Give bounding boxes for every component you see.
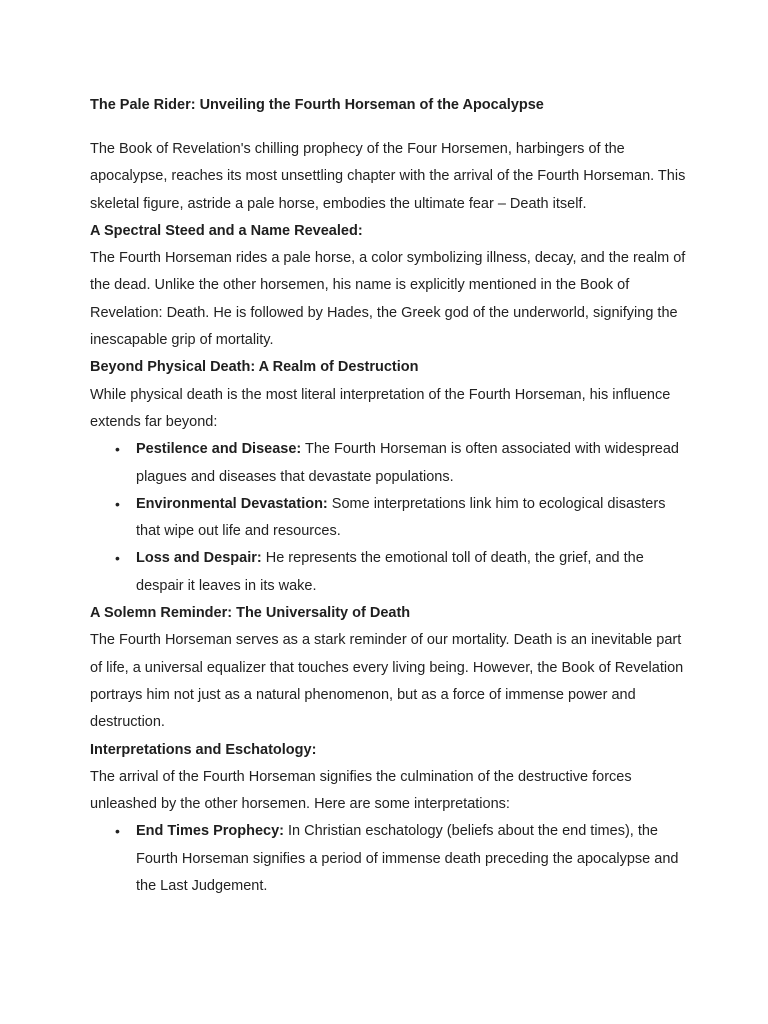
list-item xyxy=(115,491,690,546)
section-heading: Beyond Physical Death: A Realm of Destruction xyxy=(90,359,419,376)
section-paragraph: The arrival of the Fourth Horseman signifies the culmination of the destructive forces unleashed by the other horsemen. Here are some interpretations: xyxy=(90,768,632,813)
bullet-icon: • xyxy=(115,823,120,840)
list-item-text: He represents the emotional toll of death, the grief, and the despair it leaves in its wake. xyxy=(136,550,644,594)
bullet-list xyxy=(90,436,690,600)
section-interpretations xyxy=(90,737,690,901)
list-item-term: Pestilence and Disease: xyxy=(136,441,302,458)
section-beyond-physical-death xyxy=(90,354,690,600)
list-item-term: Loss and Despair: xyxy=(136,550,262,567)
list-item xyxy=(115,818,690,900)
document-page xyxy=(90,95,690,900)
section-paragraph: The Fourth Horseman rides a pale horse, a color symbolizing illness, decay, and the realm of the dead. Unlike the other horsemen, his name is explicitly mentioned in the Book of Revelation: Death. He is followed by Hades, the Greek god of the underworld, signifying the inescapable grip of mortality. xyxy=(90,250,686,349)
section-paragraph: While physical death is the most literal interpretation of the Fourth Horseman, his influence extends far beyond: xyxy=(90,386,671,430)
section-heading: A Solemn Reminder: The Universality of Death xyxy=(90,605,411,622)
list-item-text: In Christian eschatology (beliefs about the end times), the Fourth Horseman signifies a period of immense death preceding the apocalypse and the Last Judgement. xyxy=(136,823,679,895)
section-paragraph: The Fourth Horseman serves as a stark reminder of our mortality. Death is an inevitable part of life, a universal equalizer that touches every living being. However, the Book of Revelation portrays him not just as a natural phenomenon, but as a force of immense power and destruction. xyxy=(90,632,684,731)
section-spectral-steed xyxy=(90,218,690,354)
bullet-icon: • xyxy=(115,495,120,512)
section-solemn-reminder xyxy=(90,600,690,736)
list-item-term: Environmental Devastation: xyxy=(136,495,328,512)
bullet-icon: • xyxy=(115,550,120,567)
intro-paragraph: The Book of Revelation's chilling prophecy of the Four Horsemen, harbingers of the apocalypse, reaches its most unsettling chapter with the arrival of the Fourth Horseman. This skeletal figure, astride a pale horse, embodies the ultimate fear – Death itself. xyxy=(90,141,686,212)
list-item-text: The Fourth Horseman is often associated with widespread plagues and diseases that devastate populations. xyxy=(136,441,679,485)
list-item-text: Some interpretations link him to ecological disasters that wipe out life and resources. xyxy=(136,495,666,540)
bullet-list xyxy=(90,818,690,900)
bullet-icon: • xyxy=(115,441,120,458)
section-heading: Interpretations and Eschatology: xyxy=(90,741,317,758)
list-item-term: End Times Prophecy: xyxy=(136,823,284,840)
list-item xyxy=(115,545,690,600)
section-heading: A Spectral Steed and a Name Revealed: xyxy=(90,222,363,239)
list-item xyxy=(115,436,690,491)
document-title: The Pale Rider: Unveiling the Fourth Horseman of the Apocalypse xyxy=(90,97,544,113)
